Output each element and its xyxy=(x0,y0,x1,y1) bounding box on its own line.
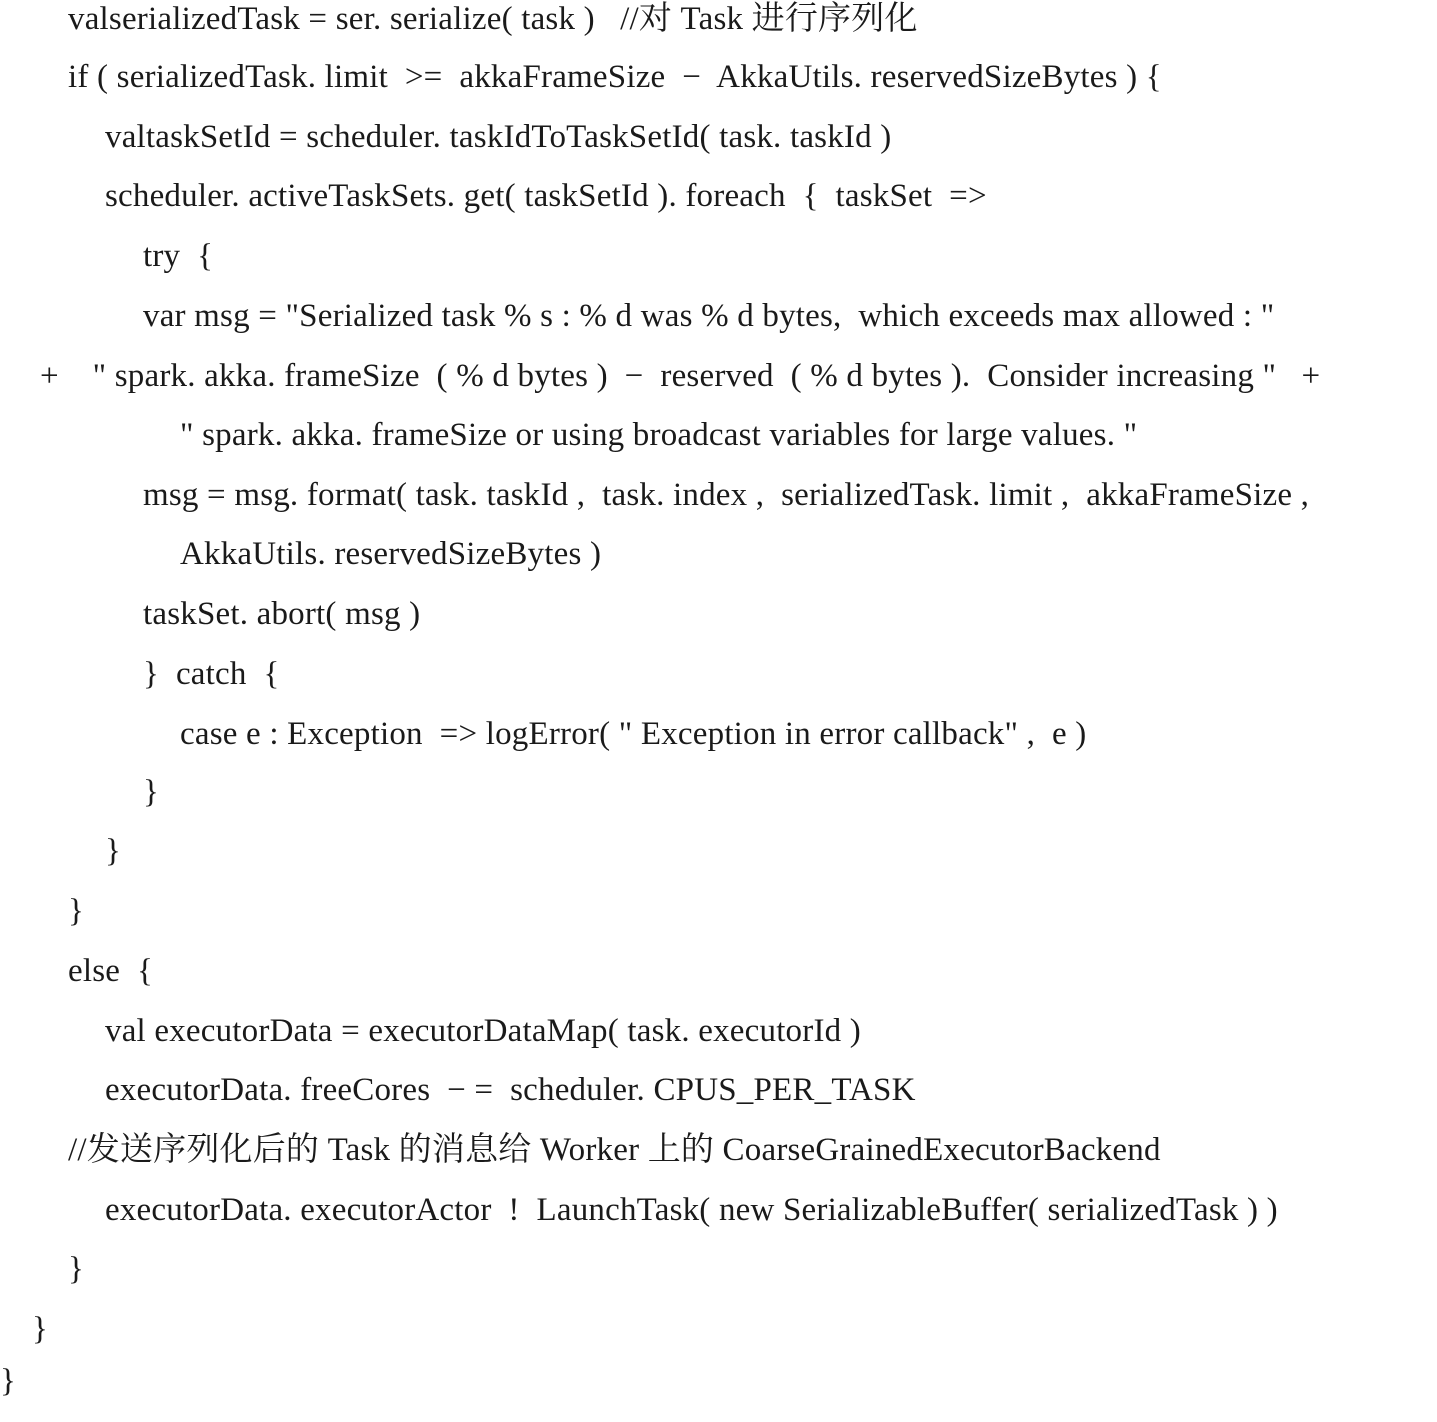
code-line: } xyxy=(68,1251,85,1287)
code-line: valserializedTask = ser. serialize( task ) //对 Task 进行序列化 xyxy=(68,1,918,37)
code-line: } xyxy=(105,833,122,869)
code-line: val executorData = executorDataMap( task. executorId ) xyxy=(105,1013,861,1049)
code-line: valtaskSetId = scheduler. taskIdToTaskSetId( task. taskId ) xyxy=(105,119,892,155)
code-line: taskSet. abort( msg ) xyxy=(143,596,421,632)
code-line: var msg = "Serialized task % s : % d was % d bytes, which exceeds max allowed : " xyxy=(143,298,1275,334)
code-line: } xyxy=(143,774,160,810)
code-line: //发送序列化后的 Task 的消息给 Worker 上的 CoarseGrainedExecutorBackend xyxy=(68,1132,1161,1168)
code-line: else { xyxy=(68,953,154,989)
code-line: } xyxy=(68,893,85,929)
code-line: } xyxy=(32,1311,49,1347)
code-line: if ( serializedTask. limit >= akkaFrameSize − AkkaUtils. reservedSizeBytes ) { xyxy=(68,59,1162,95)
code-line: " spark. akka. frameSize or using broadcast variables for large values. " xyxy=(180,417,1138,453)
code-line: + " spark. akka. frameSize ( % d bytes ) − reserved ( % d bytes ). Consider increasing " + xyxy=(40,358,1321,394)
code-line: case e : Exception => logError( " Exception in error callback" , e ) xyxy=(180,716,1087,752)
code-line: } xyxy=(0,1363,17,1399)
code-line: } catch { xyxy=(143,656,280,692)
code-line: msg = msg. format( task. taskId , task. index , serializedTask. limit , akkaFrameSize , xyxy=(143,477,1310,513)
code-line: try { xyxy=(143,238,214,274)
code-line: AkkaUtils. reservedSizeBytes ) xyxy=(180,536,602,572)
code-line: executorData. freeCores − = scheduler. CPUS_PER_TASK xyxy=(105,1072,916,1108)
code-line: scheduler. activeTaskSets. get( taskSetId ). foreach { taskSet => xyxy=(105,178,987,214)
code-line: executorData. executorActor ! LaunchTask( new SerializableBuffer( serializedTask ) ) xyxy=(105,1192,1278,1228)
